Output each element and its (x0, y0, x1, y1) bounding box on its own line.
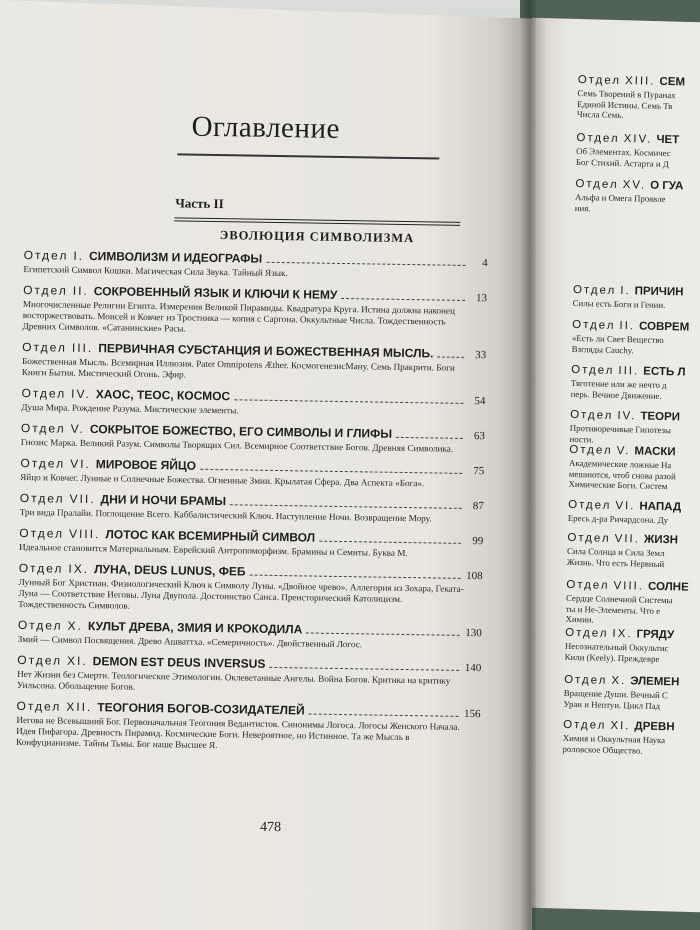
entry-title: ЛУНА, DEUS LUNUS, ФЕБ (94, 562, 246, 579)
entry-description-line: Семь Творений в Пуранах (577, 87, 676, 101)
entry-title: ГРЯДУ (636, 628, 675, 642)
right-page-entry (576, 128, 700, 172)
toc-entry (18, 618, 482, 652)
entry-description: Змий — Символ Посвящения. Древо Ашваттха. «Семеричность». Двойственный Логос. (17, 633, 363, 650)
entry-title: ТЕОРИ (640, 410, 681, 424)
right-page-entry (575, 174, 700, 218)
entry-description-line: Академические ложные На (568, 457, 672, 471)
toc-entry (19, 526, 483, 560)
entry-page: 140 (464, 661, 482, 675)
table-of-contents (16, 108, 490, 755)
entry-page: 108 (466, 569, 483, 583)
right-page-entry (571, 360, 700, 404)
entry-description-line: Вращение Души. Вечный С (563, 687, 668, 701)
dash-leader (250, 574, 461, 579)
entry-section-word: Отдел (570, 408, 614, 422)
entry-description-line: Единой Истины. Семь Тв (577, 98, 673, 111)
entry-section-word: Отдел (576, 131, 620, 145)
entry-number: XIII. (624, 75, 656, 88)
entry-section-word: Отдел (572, 283, 617, 297)
entry-description-line: Сила Солнца и Сила Земл (566, 545, 665, 559)
entry-section-word: Отдел (564, 673, 608, 687)
entry-title: МАСКИ (634, 445, 676, 459)
entry-title: СОВРЕМ (638, 320, 690, 334)
entry-number: V. (70, 421, 86, 436)
entry-title: ЭЛЕМЕН (630, 675, 680, 689)
entry-title: О ГУА (650, 179, 684, 193)
dash-leader (396, 436, 463, 439)
entry-title: ТЕОГОНИЯ БОГОВ-СОЗИДАТЕЛЕЙ (97, 700, 305, 718)
toc-entry (20, 456, 484, 490)
entry-description-line: Сердце Солнечной Системы (565, 592, 673, 606)
entry-title: ЖИЗН (643, 533, 679, 547)
toc-entry (21, 421, 485, 455)
dash-leader (234, 398, 463, 404)
toc-entry (17, 653, 482, 698)
entry-title: СОКРЫТОЕ БОЖЕСТВО, ЕГО СИМВОЛЫ И ГЛИФЫ (89, 422, 393, 441)
entry-number: III. (71, 340, 94, 356)
entry-number: XI. (66, 653, 88, 669)
entry-number: IX. (68, 561, 90, 577)
entry-description-line: Ересь д-ра Ричардсона. Ду (567, 512, 669, 526)
entry-section-word: Отдел (20, 420, 66, 436)
entry-page: 156 (463, 707, 481, 721)
entry-section-word: Отдел (565, 626, 609, 640)
entry-number: VII. (614, 532, 641, 546)
entry-description-line: Взгляды Cauchy. (571, 343, 634, 355)
right-page-entry (567, 528, 700, 572)
entry-description-line: Числа Семь. (576, 108, 624, 121)
entry-description: Нет Жизни без Смерти. Теологические Этимологии. Оклеветанные Ангелы. Война Богов. Критика на критику Уильсона. Обольщение Богов. (16, 668, 451, 692)
entry-title: СЕМ (659, 75, 686, 89)
entry-number: X. (611, 674, 627, 688)
right-page-entry (565, 575, 700, 629)
entry-number: II. (619, 320, 636, 333)
entry-section-word: Отдел (21, 385, 67, 401)
entry-page: 63 (473, 430, 485, 443)
right-page-entry (565, 623, 700, 667)
entry-title: ЕСТЬ Л (643, 365, 686, 379)
entry-section-word: Отдел (17, 652, 63, 668)
entry-description-line: мешиются, чтоб снова разой (568, 468, 676, 481)
dash-leader (200, 468, 462, 474)
entry-page: 99 (472, 535, 484, 548)
right-page-entry (577, 70, 700, 124)
entry-section-word: Отдел (19, 490, 65, 506)
entry-number: VIII. (68, 526, 101, 542)
right-page-entry (568, 440, 699, 494)
entry-description: Многочисленные Религии Египта. Измерения Великой Пирамиды. Квадратура Круга. Истина должна наконец восторжествовать. Моисей и Ковчег из Тростника — копия с Саргона. Оккультные Числа. Тождественность Древних Символов. «Сатанинские» Расы. (22, 298, 456, 334)
entry-section-word: Отдел (572, 318, 616, 332)
entry-number: VI. (615, 499, 636, 513)
entry-title: ДРЕВН (634, 720, 675, 734)
entry-page: 87 (472, 500, 484, 513)
right-page-entry (568, 495, 700, 528)
entry-description-line: ности. (569, 433, 594, 444)
dash-leader (266, 261, 465, 266)
entry-description: Египетский Символ Кошки. Магическая Сила Звука. Тайный Язык. (23, 263, 288, 279)
toc-entry (22, 283, 487, 339)
dash-leader (341, 297, 465, 301)
entry-description-line: Химии. (565, 613, 594, 625)
contents-heading: Оглавление (191, 110, 341, 145)
entry-title: ДНИ И НОЧИ БРАМЫ (100, 492, 227, 509)
entry-description-line: ния. (574, 202, 591, 213)
entry-title: ХАОС, ТЕОС, КОСМОС (95, 387, 231, 404)
entry-section-word: Отдел (571, 363, 615, 377)
entry-number: XI. (610, 719, 631, 733)
right-page-entry (572, 315, 700, 359)
entry-section-word: Отдел (20, 455, 66, 471)
entry-number: IV. (617, 409, 637, 423)
entry-section-word: Отдел (23, 247, 69, 263)
dash-leader (269, 666, 459, 671)
entry-description-line: Бог Стихий. Астарта и Д (575, 156, 669, 169)
entry-description-line: Об Элементах. Космичес (576, 145, 671, 159)
entry-description-line: ты и Не-Элементы. Что е (565, 603, 661, 616)
entry-description-line: Силы есть Боги и Гении. (572, 297, 666, 311)
entry-number: V. (616, 444, 631, 458)
entry-section-word: Отдел (577, 73, 622, 87)
entry-number: II. (72, 283, 89, 299)
dash-leader (306, 631, 460, 635)
entry-title: СИМВОЛИЗМ И ИДЕОГРАФЫ (88, 249, 263, 266)
entries-list (16, 248, 488, 755)
entry-description-line: Тяготение или же нечто д (570, 377, 667, 391)
entry-number: I. (620, 285, 631, 298)
book-gutter (520, 0, 536, 930)
entry-section-word: Отдел (19, 525, 65, 541)
entry-section-word: Отдел (567, 498, 612, 512)
entry-section-word: Отдел (575, 177, 619, 191)
entry-description-line: перь. Вечное Движение. (570, 388, 662, 401)
entry-number: III. (618, 364, 640, 378)
toc-entry (20, 491, 484, 525)
entry-page: 13 (475, 292, 488, 305)
entry-number: VI. (70, 456, 91, 472)
entry-description-line: Несознательный Оккультис (564, 640, 669, 654)
entry-title: ЛОТОС КАК ВСЕМИРНЫЙ СИМВОЛ (105, 527, 316, 545)
entry-number: IV. (71, 386, 91, 402)
entry-number: XV. (622, 179, 647, 192)
entry-section-word: Отдел (567, 531, 611, 545)
entry-title: НАПАД (639, 500, 682, 514)
right-page-entry (564, 670, 700, 714)
entry-title: DEMON EST DEUS INVERSUS (92, 654, 266, 671)
toc-entry (22, 340, 487, 385)
entry-description-line: Альфа и Омега Проявле (575, 191, 666, 205)
entry-section-word: Отдел (569, 443, 613, 457)
entry-section-word: Отдел (566, 578, 610, 592)
entry-section-word: Отдел (16, 698, 62, 714)
entry-description-line: роловское Общество. (562, 743, 643, 756)
toc-entry (18, 561, 483, 617)
right-page-entry (562, 715, 699, 759)
entry-title: ЧЕТ (656, 133, 680, 147)
entry-description-line: Противоречивые Гипотезы (569, 422, 672, 436)
entry-number: XII. (66, 699, 93, 715)
entry-title: ПЕРВИЧНАЯ СУБСТАНЦИЯ И БОЖЕСТВЕННАЯ МЫСЛЬ. (98, 341, 434, 361)
part-title: ЭВОЛЮЦИЯ СИМВОЛИЗМА (219, 228, 415, 246)
dash-leader (230, 503, 462, 509)
entry-description: Яйцо и Ковчег. Лунные и Солнечные Божества. Огненные Змии. Крылатая Сфера. Два Аспекта «Бога». (20, 471, 425, 489)
entry-section-word: Отдел (22, 339, 68, 355)
heading-rule (177, 153, 439, 159)
entry-section-word: Отдел (17, 617, 63, 633)
entry-number: VIII. (613, 579, 645, 593)
entry-page: 130 (465, 626, 482, 640)
entry-section-word: Отдел (563, 718, 607, 732)
entry-title: ПРИЧИН (634, 285, 684, 299)
entry-description-line: Уран и Нептун. Цикл Пад (563, 698, 661, 711)
entry-title: МИРОВОЕ ЯЙЦО (95, 457, 197, 473)
entry-description-line: Химия и Оккультная Наука (562, 732, 666, 746)
dash-leader (309, 713, 459, 717)
dash-leader (319, 540, 461, 544)
toc-entry (23, 248, 487, 282)
page-number: 478 (259, 819, 282, 836)
entry-number: VII. (69, 491, 96, 507)
entry-description: Лунный Бог Христиан. Физиологический Ключ к Символу Луны. «Двойное чрево». Аллегория из Зохара, Геката-Луна — Соответствие Иеговы. Луна Двупола. Достоинство Санса. Преисторический Католицизм. Тождественность Символов. (18, 576, 464, 611)
entry-description: Иегова не Всевышний Бог. Первоначальная Теогония Ведантистов. Синонимы Логоса. Логосы Женского Начала. Идея Пифагора. Древность Пирамид. Космические Боги. Невероятное, но Истинное. Та же Мысль в Конфуцианизме. Тайны Тьмы. Бог наше Высшее Я. (15, 714, 460, 751)
entry-number: I. (73, 248, 85, 263)
entry-page: 54 (474, 395, 486, 408)
entry-number: IX. (612, 627, 633, 641)
entry-description: Идеальное становится Материальным. Еврейский Антропоморфизм. Брамины и Семиты. Буква М. (19, 541, 408, 559)
entry-description-line: «Есть ли Свет Вещество (571, 332, 664, 346)
dash-leader (437, 355, 464, 357)
entry-number: X. (67, 618, 84, 633)
entry-description: Душа Мира. Рождение Разума. Мистические элементы. (21, 401, 239, 416)
entry-section-word: Отдел (18, 560, 64, 576)
entry-section-word: Отдел (23, 282, 68, 298)
entry-title: СОЛНЕ (647, 580, 689, 594)
entry-title: КУЛЬТ ДРЕВА, ЗМИЯ И КРОКОДИЛА (87, 619, 303, 637)
entry-description-line: Кили (Keely). Преждевре (564, 651, 660, 664)
part-label: Часть II (175, 195, 224, 212)
right-page-entry (573, 280, 700, 313)
entry-page: 33 (475, 349, 487, 362)
entry-page: 75 (473, 465, 485, 478)
entry-description-line: Химические Боги. Систем (568, 478, 668, 492)
entry-description: Божественная Мысль. Всемирная Иллюзия. Pater Omnipotens Æther. КосмогенезисМану. Семь Пракрити. Боги Книги Бытия. Мистический Огонь. Эфир. (21, 355, 455, 380)
entry-description: Гнозис Марка. Великий Разум. Символы Творящих Сил. Всемирное Соответствие Богов. Древняя Символика. (20, 436, 454, 454)
entry-title: СОКРОВЕННЫЙ ЯЗЫК И КЛЮЧИ К НЕМУ (93, 284, 338, 302)
right-page-entries (560, 70, 700, 873)
entry-description-line: Жизнь. Что есть Нервный (566, 556, 665, 569)
entry-page: 4 (482, 257, 488, 270)
entry-number: XIV. (623, 133, 653, 146)
toc-entry (16, 699, 481, 755)
toc-entry (21, 386, 485, 420)
entry-description: Три вида Пралайи. Поглощение Всего. Каббалистический Ключ. Наступление Ночи. Возвращение Мору. (19, 506, 432, 524)
